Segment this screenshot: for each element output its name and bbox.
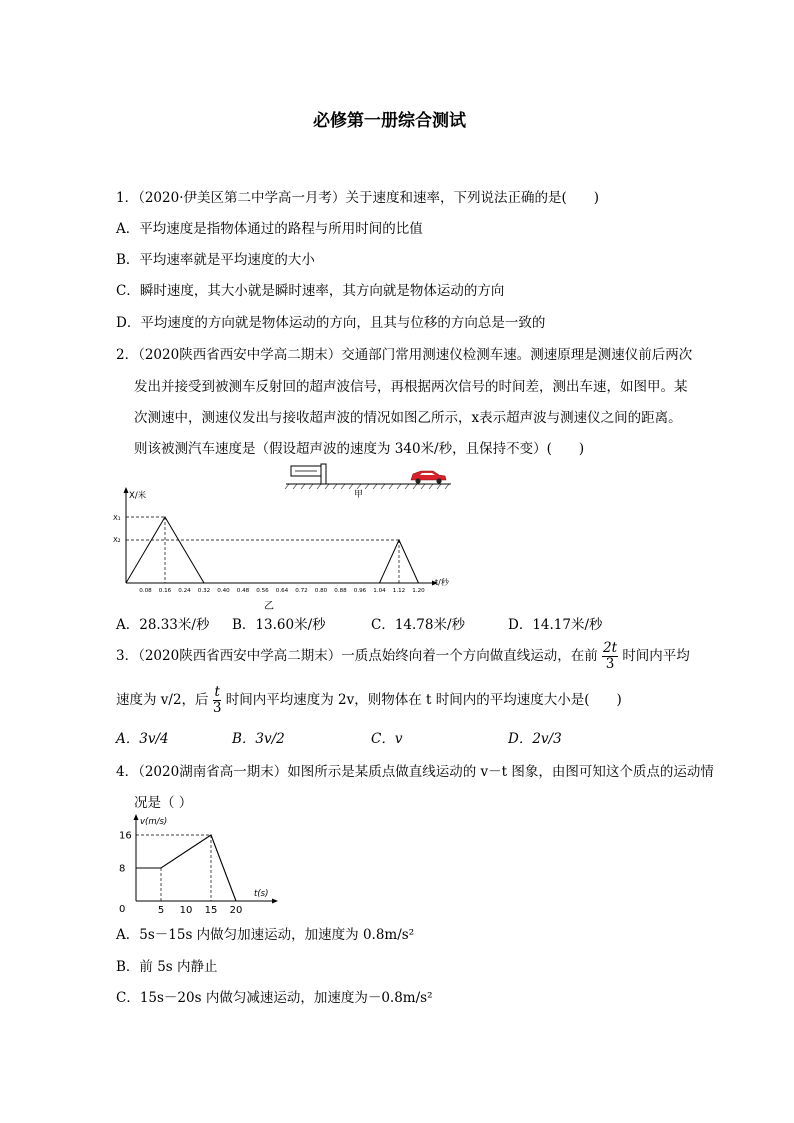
- fraction-numerator: t: [214, 683, 220, 700]
- y-axis-arrow: [134, 814, 139, 820]
- x-tick-label: 0.80: [314, 588, 328, 594]
- q3-stem-line-1: [116, 636, 690, 676]
- x-tick-label: 1.04: [373, 588, 386, 594]
- q3-text: 3．（2020陕西省西安中学高二期末）一质点始终向着一个方向做直线运动，在前: [116, 648, 598, 664]
- x-axis-label: t/秒: [435, 578, 449, 587]
- fraction-denominator: 3: [605, 656, 615, 672]
- q1-option-d: D．平均速度的方向就是物体运动的方向，且其与位移的方向总是一致的: [116, 315, 546, 331]
- car-icon: [411, 471, 446, 484]
- speed-gun-icon: [291, 464, 326, 484]
- x-tick-label: 1.20: [412, 588, 425, 594]
- q3-stem-line-2: [116, 680, 622, 720]
- fraction-numerator: 2t: [603, 639, 618, 656]
- x-tick-label: 0.56: [256, 588, 269, 594]
- origin-label: 0: [119, 904, 126, 915]
- q1-option-b: B．平均速率就是平均速度的大小: [116, 252, 315, 268]
- y-axis-label: v(m/s): [140, 817, 168, 827]
- x-tick-label: 0.24: [178, 588, 191, 594]
- x-tick-label: 0.32: [197, 588, 211, 594]
- x-tick-label: 15: [204, 905, 218, 916]
- y-tick-label: 16: [119, 830, 132, 842]
- x-tick-label: 0.72: [295, 588, 308, 594]
- x-tick-label: 0.96: [353, 588, 367, 594]
- q2-option-c: C．14.78米/秒: [371, 617, 466, 633]
- fraction-denominator: 3: [212, 700, 222, 716]
- q2-stem-line: 发出并接受到被测车反射回的超声波信号，再根据两次信号的时间差，测出车速，如图甲。某: [134, 379, 688, 395]
- q3-option-d: D．2v/3: [508, 731, 562, 747]
- q4-option-a: A．5s－15s 内做匀加速运动，加速度为 0.8m/s²: [116, 927, 415, 943]
- q2-option-b: B．13.60米/秒: [232, 617, 326, 633]
- x-tick-label: 0.88: [334, 588, 347, 594]
- x-tick-label: 0.08: [139, 588, 152, 594]
- q3-option-a: A．3v/4: [116, 731, 169, 747]
- x-tick-label: 10: [179, 905, 193, 916]
- y-tick-label-x1: X₁: [113, 514, 121, 522]
- q3-text: 时间内平均速度为 2v，则物体在 t 时间内的平均速度大小是( ): [225, 692, 622, 708]
- x-axis-arrow: [272, 899, 278, 904]
- y-tick-label-x2: X₂: [113, 536, 121, 544]
- x-tick-label: 5: [157, 905, 165, 916]
- q3-text: 时间内平均: [622, 648, 690, 664]
- figure-yi-label: 乙: [264, 601, 274, 612]
- q1-option-a: A．平均速度是指物体通过的路程与所用时间的比值: [116, 221, 423, 237]
- q3-fraction-t-3: [212, 683, 222, 716]
- x-tick-label: 0.64: [275, 588, 289, 594]
- x-tick-label: 20: [229, 905, 243, 916]
- y-axis-label: X/米: [129, 491, 147, 501]
- q3-fraction-2t-3: [602, 639, 618, 672]
- y-tick-label: 8: [119, 863, 126, 875]
- q3-option-c: C．v: [371, 731, 403, 747]
- page-title: 必修第一册综合测试: [313, 111, 466, 131]
- q4-stem-line: 况是（ ）: [134, 795, 193, 811]
- x-tick-label: 0.48: [236, 588, 250, 594]
- q3-text: 速度为 v/2，后: [116, 692, 209, 708]
- q1-option-c: C．瞬时速度，其大小就是瞬时速率，其方向就是物体运动的方向: [116, 283, 505, 299]
- figure-jia-label: 甲: [354, 490, 364, 500]
- x-tick-label: 0.40: [217, 588, 230, 594]
- q2-stem-line: 次测速中，测速仪发出与接收超声波的情况如图乙所示，x表示超声波与测速仪之间的距离。: [134, 410, 682, 426]
- x-tick-label: 0.16: [158, 588, 172, 594]
- x-axis-label: t(s): [254, 889, 269, 899]
- figure-vt-graph: [112, 811, 287, 919]
- y-axis-arrow: [124, 487, 129, 493]
- q2-option-d: D．14.17米/秒: [508, 617, 603, 633]
- x-tick-label: 1.12: [392, 588, 406, 594]
- q2-option-a: A．28.33米/秒: [116, 617, 210, 633]
- q3-option-b: B．3v/2: [232, 731, 285, 747]
- q1-stem: 1．（2020·伊美区第二中学高一月考）关于速度和速率，下列说法正确的是( ): [116, 190, 600, 206]
- velocity-series: [136, 835, 236, 901]
- figure-yi-graph: [108, 485, 458, 610]
- q4-option-b: B．前 5s 内静止: [116, 959, 218, 975]
- q2-stem-line: 则该被测汽车速度是（假设超声波的速度为 340米/秒，且保持不变）( ): [134, 441, 585, 457]
- q2-stem-line: 2．（2020陕西省西安中学高二期末）交通部门常用测速仪检测车速。测速原理是测速仪前后两次: [116, 347, 693, 363]
- q4-option-c: C．15s－20s 内做匀减速运动，加速度为－0.8m/s²: [116, 990, 433, 1006]
- q4-stem-line: 4．（2020湖南省高一期末）如图所示是某质点做直线运动的 v－t 图象，由图可知这个质点的运动情: [116, 764, 714, 780]
